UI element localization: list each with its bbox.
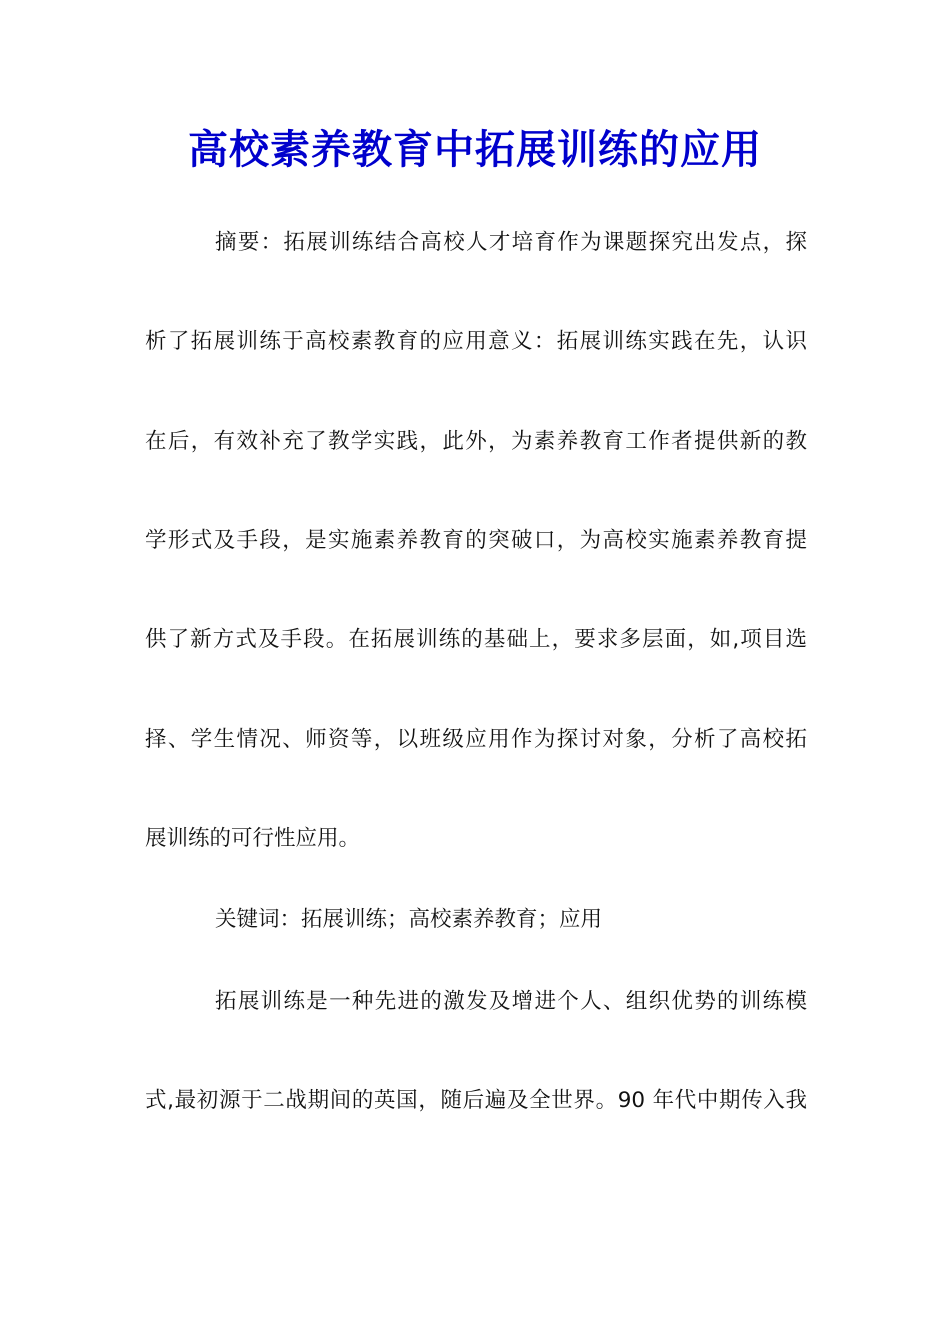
body-line-2: 式,最初源于二战期间的英国，随后遍及全世界。90 年代中期传入我	[145, 1088, 807, 1113]
abstract-line-7: 展训练的可行性应用。	[145, 826, 361, 851]
abstract-line-5: 供了新方式及手段。在拓展训练的基础上，要求多层面，如,项目选	[145, 627, 807, 652]
body-line-1: 拓展训练是一种先进的激发及增进个人、组织优势的训练模	[215, 989, 807, 1014]
abstract-line-3: 在后，有效补充了教学实践，此外，为素养教育工作者提供新的教	[145, 429, 807, 454]
abstract-line-4: 学形式及手段，是实施素养教育的突破口，为高校实施素养教育提	[145, 528, 807, 553]
keywords-line: 关键词：拓展训练；高校素养教育；应用	[215, 907, 603, 932]
abstract-line-1: 摘要：拓展训练结合高校人才培育作为课题探究出发点，探	[215, 230, 807, 255]
page-title: 高校素养教育中拓展训练的应用	[188, 126, 762, 173]
abstract-line-6: 择、学生情况、师资等，以班级应用作为探讨对象，分析了高校拓	[145, 727, 807, 752]
abstract-line-2: 析了拓展训练于高校素教育的应用意义：拓展训练实践在先，认识	[145, 329, 807, 354]
